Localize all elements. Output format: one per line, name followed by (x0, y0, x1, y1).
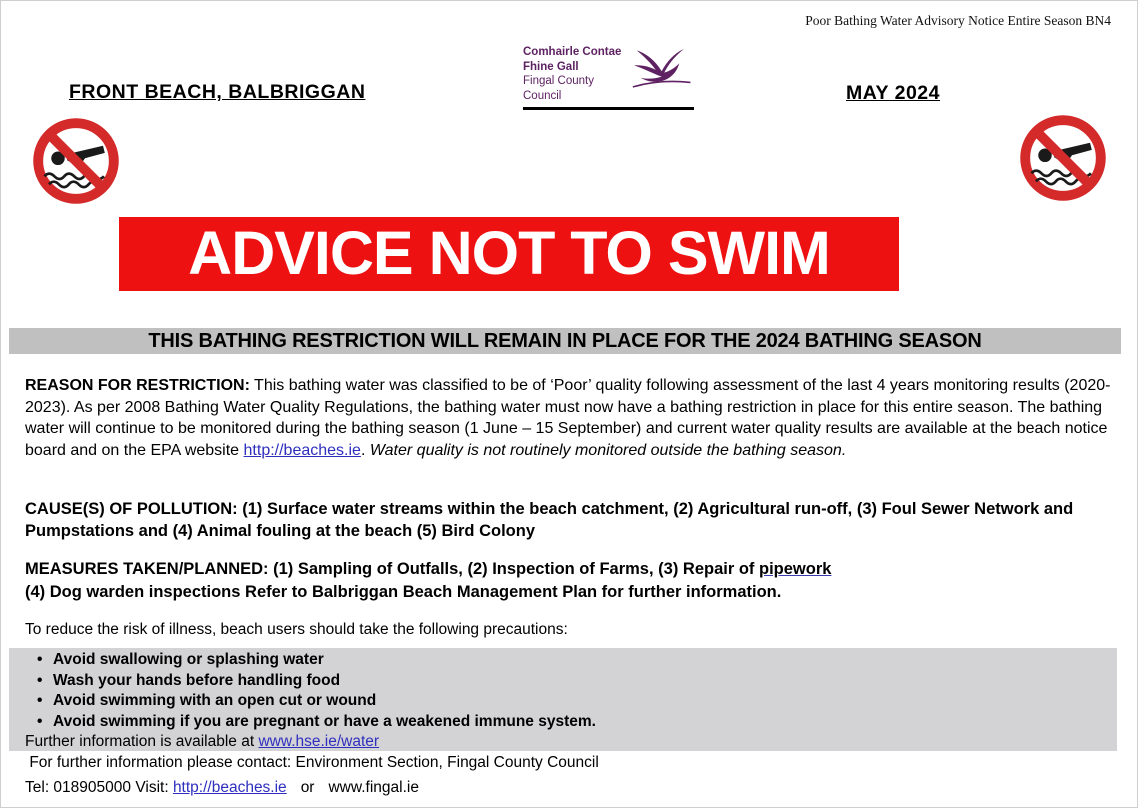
advice-not-to-swim-banner: ADVICE NOT TO SWIM (119, 217, 899, 291)
precautions-list (9, 650, 1117, 732)
beach-title: FRONT BEACH, BALBRIGGAN (69, 81, 366, 103)
fingal-bird-icon (625, 39, 697, 97)
measures-taken-paragraph (25, 558, 1117, 604)
causes-of-pollution-paragraph: CAUSE(S) OF POLLUTION: (1) Surface water streams within the beach catchment, (2) Agricultural run-off, (3) Foul Sewer Network and Pumpstations and (4) Animal fouling at the beach (5) Bird Colony (25, 500, 1078, 540)
tel-prefix: Tel: 018905000 Visit: (25, 779, 173, 796)
no-swimming-icon (31, 116, 121, 206)
beaches-ie-link[interactable]: http://beaches.ie (243, 441, 361, 459)
reason-for-restriction-paragraph (25, 375, 1117, 461)
precautions-box (9, 648, 1117, 751)
fingal-county-council-logo (523, 39, 698, 110)
document-reference: Poor Bathing Water Advisory Notice Entire Season BN4 (805, 13, 1111, 28)
precautions-intro: To reduce the risk of illness, beach users should take the following precautions: (25, 621, 568, 638)
logo-underline-rule (523, 107, 694, 110)
measures-part2: (4) Dog warden inspections Refer to Balbriggan Beach Management Plan for further information. (25, 583, 782, 601)
hse-water-link[interactable]: www.hse.ie/water (258, 733, 380, 750)
pipework-link[interactable]: pipework (759, 560, 832, 578)
beaches-ie-link[interactable]: http://beaches.ie (172, 779, 287, 796)
further-prefix: Further information is available at (25, 733, 259, 750)
list-item: • Avoid swimming if you are pregnant or have a weakened immune system. (9, 712, 1117, 733)
logo-line-irish-2: Fhine Gall (523, 60, 579, 73)
logo-line-irish-1: Comhairle Contae (523, 46, 622, 58)
further-information-line (9, 732, 1117, 753)
logo-text (523, 39, 623, 103)
logo-line-english-1: Fingal County (523, 75, 594, 87)
list-item: • Wash your hands before handling food (9, 671, 1117, 692)
logo-line-english-2: Council (523, 89, 562, 102)
reason-italic-note: Water quality is not routinely monitored outside the bathing season. (369, 441, 847, 459)
list-item: • Avoid swimming with an open cut or wound (9, 691, 1117, 712)
fingal-ie-text: www.fingal.ie (328, 779, 419, 796)
no-swimming-icon (1018, 113, 1108, 203)
telephone-line (25, 779, 419, 797)
list-item: • Avoid swallowing or splashing water (9, 650, 1117, 671)
reason-body: This bathing water was classified to be of ‘Poor’ quality following assessment of the last 4 years monitoring results (2020-2023). As per 2008 Bathing Water Quality Regulations, the bathing water must now have a bathing restriction in place for this entire season. The bathing water will continue to be monitored during the bathing season (1 June – 15 September) and current water quality results are available at the beach notice board and on the EPA website (25, 377, 1112, 459)
contact-line: For further information please contact: Environment Section, Fingal County Council (25, 754, 599, 771)
reason-after-link: . (360, 441, 370, 459)
tel-or: or (300, 779, 315, 796)
restriction-duration-strip: THIS BATHING RESTRICTION WILL REMAIN IN PLACE FOR THE 2024 BATHING SEASON (9, 328, 1121, 354)
reason-label: REASON FOR RESTRICTION: (25, 377, 250, 394)
measures-part1: MEASURES TAKEN/PLANNED: (1) Sampling of Outfalls, (2) Inspection of Farms, (3) Repair of (25, 560, 760, 578)
date-title: MAY 2024 (846, 82, 940, 104)
